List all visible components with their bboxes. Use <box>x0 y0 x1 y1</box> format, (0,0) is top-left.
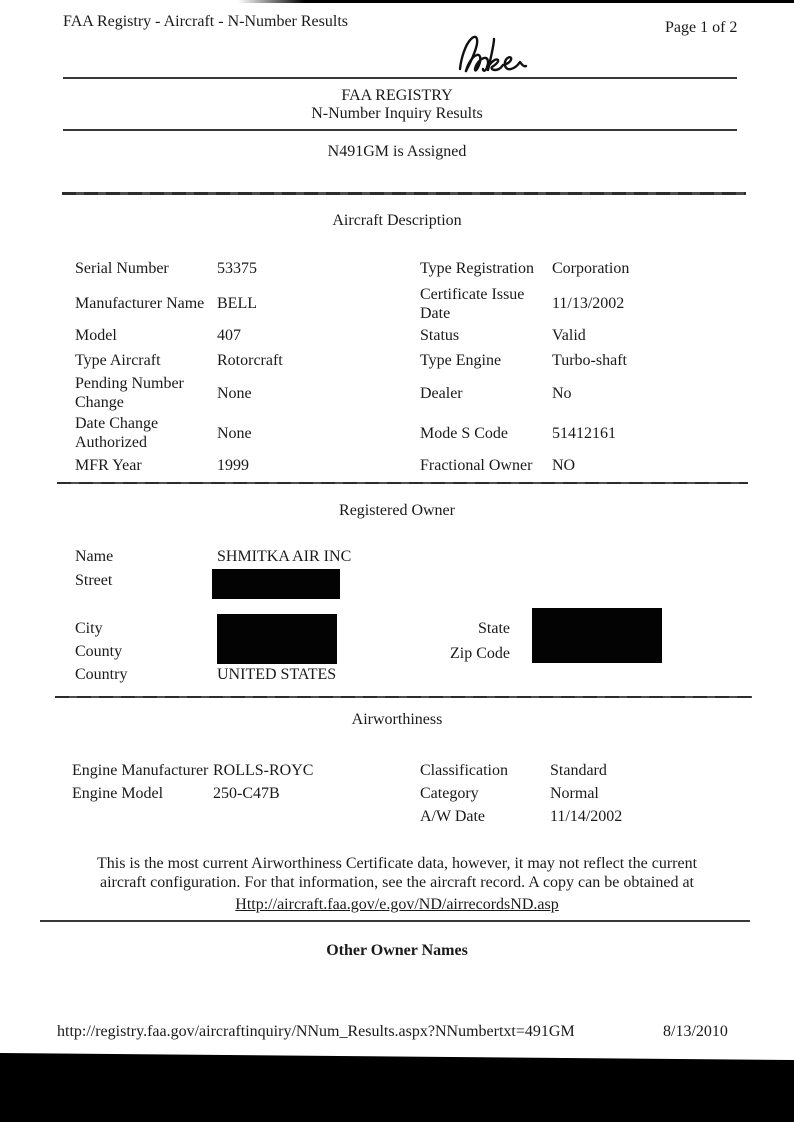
table-row <box>72 759 740 782</box>
field-label: Model <box>75 326 117 344</box>
field-label: A/W Date <box>420 808 486 825</box>
field-value: Valid <box>552 326 586 344</box>
airworthiness-note-line1: This is the most current Airworthiness Certificate data, however, it may not reflect the current <box>96 855 698 872</box>
owner-county-label: County <box>75 643 123 660</box>
field-value: 11/14/2002 <box>550 808 623 825</box>
field-label: Type Engine <box>420 351 502 369</box>
field-value: Normal <box>550 785 599 802</box>
owner-street-label: Street <box>75 572 113 589</box>
field-value: Turbo-shaft <box>552 351 627 369</box>
owner-name-label: Name <box>75 548 114 565</box>
field-value: NO <box>552 456 576 474</box>
field-label: Type Aircraft <box>75 351 161 369</box>
field-value: 53375 <box>217 259 257 277</box>
field-label: Manufacturer Name <box>75 295 205 312</box>
table-row <box>75 373 740 413</box>
field-label: Engine Model <box>72 785 164 802</box>
field-label: Category <box>420 785 479 802</box>
field-label: Certificate Issue Date <box>420 285 525 322</box>
table-row <box>72 782 740 805</box>
field-value: 51412161 <box>552 424 616 442</box>
field-label: Engine Manufacturer <box>72 762 209 779</box>
field-label: Pending Number Change <box>75 375 184 411</box>
field-label: Dealer <box>420 384 463 402</box>
field-label: Classification <box>420 762 508 779</box>
n-number-status: N491GM is Assigned <box>327 143 467 160</box>
section-title-other-owner-names: Other Owner Names <box>326 942 468 959</box>
field-value: 1999 <box>217 456 249 474</box>
table-row <box>75 252 740 284</box>
airworthiness-note-line2: aircraft configuration. For that information, see the aircraft record. A copy can be obtained at <box>100 874 694 891</box>
table-row <box>75 347 740 373</box>
field-value: Corporation <box>552 259 630 277</box>
owner-state-label: State <box>478 620 510 637</box>
table-row <box>75 284 740 323</box>
divider <box>57 482 748 484</box>
field-value: 250-C47B <box>213 785 280 802</box>
divider <box>62 192 746 195</box>
owner-zip-label: Zip Code <box>450 645 510 662</box>
scan-artifact-bottom-bar <box>0 1051 794 1122</box>
section-title-registered-owner: Registered Owner <box>339 502 455 519</box>
owner-city-label: City <box>75 620 103 637</box>
field-value: BELL <box>217 295 257 312</box>
print-header-title: FAA Registry - Aircraft - N-Number Results <box>63 13 348 30</box>
field-label: MFR Year <box>75 456 142 474</box>
owner-country-value: UNITED STATES <box>217 666 337 683</box>
table-row <box>75 323 740 347</box>
airworthiness-note-link-line <box>0 896 794 914</box>
redaction-street <box>212 569 340 599</box>
owner-country-label: Country <box>75 666 128 683</box>
field-value: None <box>217 384 252 402</box>
field-value: ROLLS-ROYC <box>213 762 314 779</box>
field-value: No <box>552 384 572 402</box>
field-label: Status <box>420 326 460 344</box>
field-value: Standard <box>550 762 607 779</box>
divider <box>40 920 750 922</box>
handwritten-annotation <box>452 29 554 79</box>
registry-subtitle: N-Number Inquiry Results <box>311 105 483 122</box>
field-label: Fractional Owner <box>420 456 533 474</box>
field-value: Rotorcraft <box>217 351 283 369</box>
scan-artifact-top-line <box>238 0 794 3</box>
footer-print-date: 8/13/2010 <box>663 1023 728 1040</box>
divider <box>63 77 737 79</box>
table-row <box>75 413 740 453</box>
table-row <box>75 453 740 477</box>
registry-title: FAA REGISTRY <box>341 87 453 104</box>
field-label: Type Registration <box>420 259 534 277</box>
page-number: Page 1 of 2 <box>665 19 738 36</box>
section-title-aircraft-description: Aircraft Description <box>332 212 462 229</box>
aircraft-records-link[interactable]: Http://aircraft.faa.gov/e.gov/ND/airrecordsND.asp <box>235 896 559 913</box>
redaction-state-zip <box>532 608 662 663</box>
owner-name-value: SHMITKA AIR INC <box>217 548 352 565</box>
field-label: Serial Number <box>75 259 169 277</box>
divider <box>63 129 737 131</box>
field-label: Date Change Authorized <box>75 415 159 451</box>
table-row <box>72 805 740 828</box>
section-title-airworthiness: Airworthiness <box>351 711 443 728</box>
field-value: 407 <box>217 326 241 344</box>
airworthiness-table <box>72 759 740 828</box>
field-label: Mode S Code <box>420 424 508 442</box>
redaction-city-county <box>217 614 337 664</box>
aircraft-description-table <box>75 252 740 477</box>
field-value: None <box>217 424 252 442</box>
field-value: 11/13/2002 <box>552 295 625 312</box>
divider <box>55 696 752 698</box>
footer-source-url: http://registry.faa.gov/aircraftinquiry/NNum_Results.aspx?NNumbertxt=491GM <box>57 1023 575 1040</box>
